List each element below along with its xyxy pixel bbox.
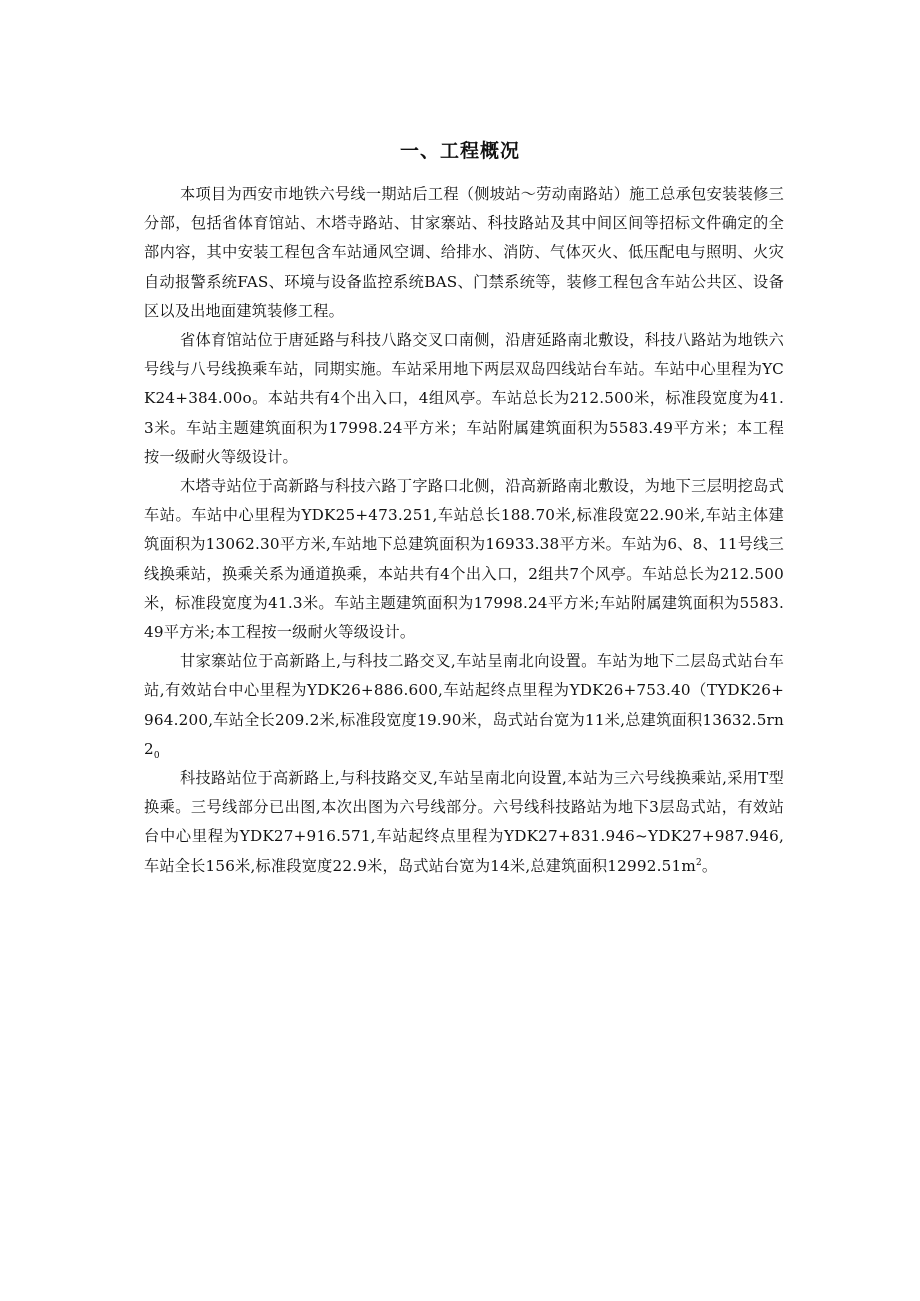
document-body xyxy=(144,180,784,881)
area-unit-superscript: 2 xyxy=(695,857,702,868)
paragraph-kejilu-station xyxy=(144,764,784,881)
page-title: 一、工程概况 xyxy=(399,140,520,162)
paragraph-kejilu-end: 。 xyxy=(701,856,718,875)
paragraph-mutasi-station: 木塔寺站位于高新路与科技六路丁字路口北侧，沿高新路南北敷设，为地下三层明挖岛式车站。车站中心里程为YDK25+473.251,车站总长188.70米,标准段宽22.90米,车站主体建筑面积为13062.30平方米,车站地下总建筑面积为16933.38平方米。车站为6、8、11号线三线换乘站，换乘关系为通道换乘，本站共有4个出入口，2组共7个风亭。车站总长为212.500米，标准段宽度为41.3米。车站主题建筑面积为17998.24平方米;车站附属建筑面积为5583.49平方米;本工程按一级耐火等级设计。 xyxy=(144,477,784,642)
area-unit-subscript: 0 xyxy=(153,750,160,761)
paragraph-gymnasium-station: 省体育馆站位于唐延路与科技八路交叉口南侧，沿唐延路南北敷设，科技八路站为地铁六号线与八号线换乘车站，同期实施。车站采用地下两层双岛四线站台车站。车站中心里程为YCK24+384.00o。本站共有4个出入口，4组风亭。车站总长为212.500米，标准段宽度为41.3米。车站主题建筑面积为17998.24平方米；车站附属建筑面积为5583.49平方米；本工程按一级耐火等级设计。 xyxy=(144,331,784,466)
paragraph-project-scope: 本项目为西安市地铁六号线一期站后工程（侧坡站～劳动南路站）施工总承包安装装修三分部，包括省体育馆站、木塔寺路站、甘家寨站、科技路站及其中间区间等招标文件确定的全部内容，其中安装工程包含车站通风空调、给排水、消防、气体灭火、低压配电与照明、火灾自动报警系统FAS、环境与设备监控系统BAS、门禁系统等，装修工程包含车站公共区、设备区以及出地面建筑装修工程。 xyxy=(144,185,784,320)
paragraph-ganjiazhai-text: 甘家寨站位于高新路上,与科技二路交叉,车站呈南北向设置。车站为地下二层岛式站台车站,有效站台中心里程为YDK26+886.600,车站起终点里程为YDK26+753.40（TYDK26+964.200,车站全长209.2米,标准段宽度19.90米，岛式站台宽为11米,总建筑面积13632.5rn2 xyxy=(144,652,784,758)
paragraph-kejilu-text: 科技路站位于高新路上,与科技路交叉,车站呈南北向设置,本站为三六号线换乘站,采用T型换乘。三号线部分已出图,本次出图为六号线部分。六号线科技路站为地下3层岛式站，有效站台中心里程为YDK27+916.571,车站起终点里程为YDK27+831.946~YDK27+987.946,车站全长156米,标准段宽度22.9米，岛式站台宽为14米,总建筑面积12992.51m xyxy=(144,769,784,875)
paragraph-ganjiazhai-station xyxy=(144,647,784,764)
